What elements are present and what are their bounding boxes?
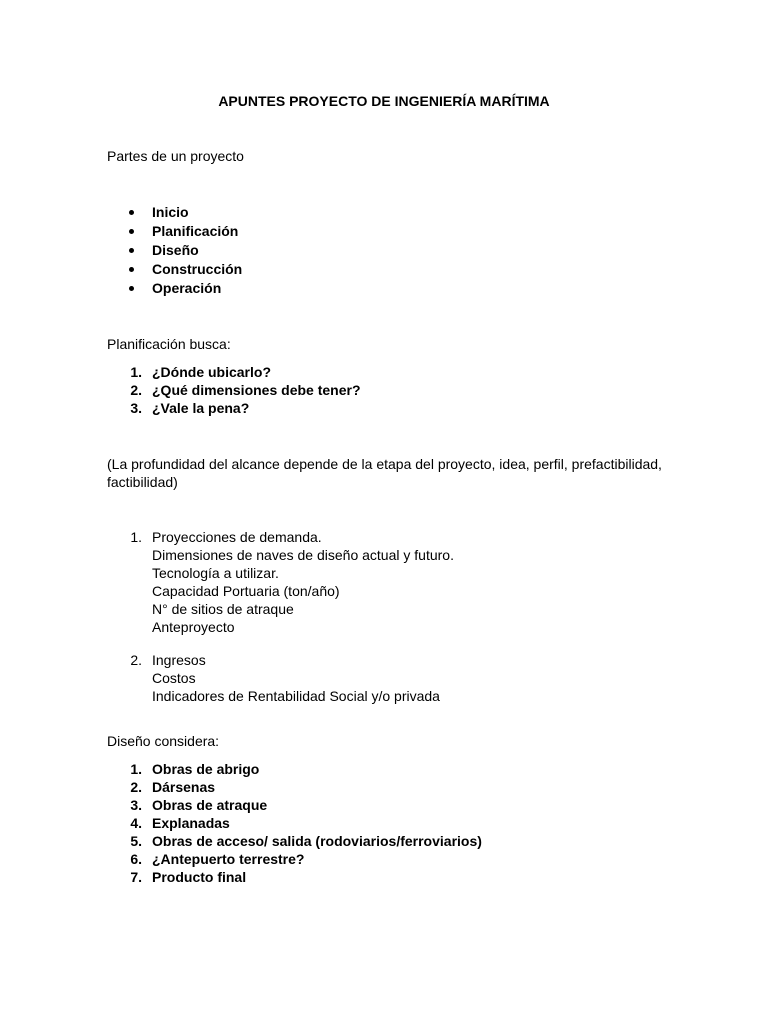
list-item: 2. Ingresos Costos Indicadores de Rentabilidad Social y/o privada [130, 652, 440, 704]
planning-details-group-2 [107, 651, 440, 705]
section-heading-planning: Planificación busca: [107, 336, 231, 352]
design-considerations-list [107, 760, 482, 886]
document-title: APUNTES PROYECTO DE INGENIERÍA MARÍTIMA [218, 93, 550, 109]
list-item: 1. Proyecciones de demanda. Dimensiones de naves de diseño actual y futuro. Tecnología a utilizar. Capacidad Portuaria (ton/año) N° de sitios de atraque Anteproyecto [130, 529, 454, 635]
list-item: 2. ¿Qué dimensiones debe tener? [130, 382, 361, 398]
list-item: 2. Dársenas [130, 779, 216, 795]
list-item: 5. Obras de acceso/ salida (rodoviarios/ferroviarios) [130, 833, 482, 849]
list-item: Inicio [107, 203, 242, 222]
list-item: 1. ¿Dónde ubicarlo? [130, 364, 271, 380]
list-item: 4. Explanadas [130, 815, 230, 831]
list-item: 3. Obras de atraque [130, 797, 268, 813]
planning-questions-list [107, 363, 361, 417]
project-parts-list [107, 203, 242, 298]
list-item: 3. ¿Vale la pena? [130, 400, 250, 416]
section-heading-parts: Partes de un proyecto [107, 148, 244, 164]
planning-details-group-1 [107, 528, 454, 636]
list-item: Diseño [107, 241, 242, 260]
list-item: Operación [107, 279, 242, 298]
section-heading-design: Diseño considera: [107, 733, 220, 749]
list-item: Planificación [107, 222, 242, 241]
scope-note: (La profundidad del alcance depende de la etapa del proyecto, idea, perfil, prefactibilidad, factibilidad) [107, 456, 662, 490]
list-item: 6. ¿Antepuerto terrestre? [130, 851, 305, 867]
list-item: 1. Obras de abrigo [130, 761, 260, 777]
list-item: Construcción [107, 260, 242, 279]
list-item: 7. Producto final [130, 869, 247, 885]
